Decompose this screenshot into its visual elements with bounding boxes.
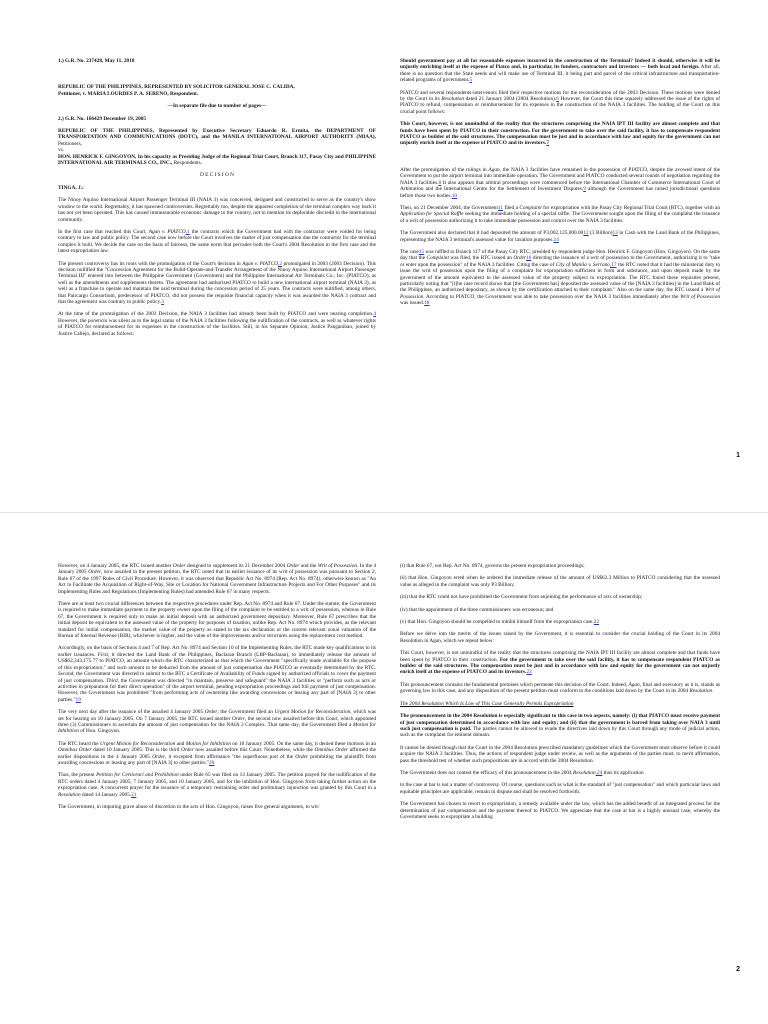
text-run: . According to PIATCO, the Government was able to take possession over the NAIA 3 facilities immediately after the: [423, 293, 681, 300]
text-run: under Rule 65 was filed on 13 January 2005. The petition prayed for the nullification of the RTC orders dated 4 January 2005, 7 January 2005, and 10 January 2005, and for the inhibition of Hon. Gingoyon from taking further action on the expropriation case. A concurrent prayer for the issuance of a temporary restraining order and preliminary injunction was granted by this Court in a: [58, 772, 376, 792]
footnote-link[interactable]: 12: [583, 230, 589, 237]
case-citation: Agan v. PIATCO: [242, 260, 278, 267]
bold-run: Should government pay at all for reasonable expenses incurred in the construction of the Terminal? Indeed it should, otherwise it will be unjustly enriching itself at the expense of Piatco and, in particular, its funders, contractors and investors — both local and foreign.: [400, 58, 720, 71]
italic-run: Order: [204, 709, 218, 716]
text-run: was silent as to the legal status of the NAIA 3 facilities following the nullification of the contracts, as well as whatever rights of PIATCO for reimbursement for its expenses in the construction of the facilities. Still, in his Separate Opinion, Justice Panganiban, joined by Justice Callejo, declared as follows:: [58, 317, 376, 337]
footnote-link[interactable]: ,17: [609, 261, 617, 268]
paragraph: [400, 249, 720, 307]
paragraph: The Government has chosen to resort to expropriation, a remedy available under the law, which has the added benefit of an integrated process for the determination of just compensation and the payment thereof to PIATCO. We appreciate that the case at bar is a highly unusual case, whereby the Government seeks to expropriate a building: [400, 801, 720, 820]
page-1-left-column: [58, 58, 376, 343]
text-run: The Government does not contest the efficacy of this pronouncement in the 2004: [400, 769, 574, 776]
text-run: dated 21 January 2004 (2004 Resolution).: [463, 96, 557, 103]
bold-run: The pronouncement in the 2004 Resolution is especially significant to this case in two aspects, namely: (i) that PIATCO must receive payment of just compensation determined in accordance with law and equity; and (ii) that the government is barred from taking over NAIA 3 until such just compensation is paid.: [400, 713, 720, 732]
italic-run: Resolution: [689, 688, 713, 695]
footnote-link[interactable]: 20: [209, 759, 215, 766]
parties-2-petitioners-tail: Petitioners,: [58, 140, 82, 147]
parties-1-line-a: REPUBLIC OF THE PHILIPPINES, REPRESENTED BY SOLICITOR GENERAL JOSE C. CALIDA,: [58, 84, 295, 91]
footnote-link[interactable]: 8: [438, 179, 442, 186]
text-run: The RTC heard the: [58, 740, 101, 747]
paragraph: [400, 770, 720, 776]
footnote-link[interactable]: ,24: [595, 769, 603, 776]
footnote-link[interactable]: 10: [451, 192, 458, 199]
page-2-right-column: [400, 563, 720, 826]
text-run: This Court, however, is not unmindful of the reality that the structures comprising the NAIA IPT III facility are almost complete and that funds have been spent by PIATCO in their construction.: [400, 650, 720, 663]
italic-run: First: [97, 651, 108, 658]
page-number: 1: [736, 452, 740, 459]
italic-run: Complaint: [426, 255, 449, 262]
bold-run: This Court, however, is not unmindful of the reality that the structures comprising the NAIA IPT III facility are almost complete and that funds have been spent by PIATCO in their construction. For the government to take over the said facility, it has to compensate respondent PIATCO as builder of the said structures. The compensation must be just and in accordance with law and equity for the government can not unjustly enrich itself at the expense of PIATCO and its investors.: [400, 121, 720, 147]
text-run: . In the 4 January 2005: [58, 563, 376, 576]
argument-item: (ii) that Hon. Gingoyon erred when he ordered the immediate release of the amount of US$62.3 Million to PIATCO considering that the assessed value as alleged in the complaint was only P3 Billion;: [400, 575, 720, 588]
paragraph: [400, 230, 720, 243]
footnote-link[interactable]: 22: [593, 619, 600, 626]
block-quote: [400, 121, 720, 147]
page-number: 2: [736, 966, 740, 973]
text-run: , the NAIA 3 facilities have remained in the possession of PIATCO, despite the avowed intent of the Government to put the airport terminal into immediate operation. The Government and PIATCO conducted several rounds of negotiation regarding the NAIA 3 facilities.: [400, 166, 720, 186]
text-run: of Hon. Gingoyon.: [78, 728, 121, 735]
footnote-link[interactable]: 3: [161, 298, 164, 305]
bold-run: For the government to take over the said facility, it has to compensate respondent PIATCO as builder of the said structures. The compensation must be just and in accordance with law and equity for the government can not unjustly enrich itself at the expense of PIATCO and its investors.: [400, 656, 720, 676]
text-run: It also appears that arbitral proceedings were commenced before the International Chamber of Commerce International Court of Arbitration and the International Centre for the Settlement of Investment Disputes,: [400, 179, 720, 193]
italic-run: Application for Special Raffle: [400, 211, 464, 218]
italic-run: Omnibus Order: [58, 747, 92, 754]
italic-run: Urgent Motion for Reconsideration: [100, 740, 176, 747]
text-run: However, the: [58, 317, 88, 324]
italic-run: Order: [88, 569, 101, 576]
paragraph: Before we delve into the merits of the issues raised by the Government, it is essential to consider the crucial holding of the Court in its 2004 Resolution in Agan, which we repeat below:: [400, 631, 720, 644]
text-run: was issued.: [400, 300, 425, 307]
footnote-link[interactable]: 7: [546, 140, 549, 147]
text-run: In the first case that reached this Court,: [58, 228, 149, 235]
italic-run: Complaint: [519, 204, 542, 211]
text-run: , the Government filed an: [217, 709, 275, 716]
page-2-left-column: [58, 563, 376, 816]
text-run: dated 14 January 2005.: [80, 791, 132, 798]
text-run: .: [712, 688, 714, 695]
italic-run: Agan: [628, 681, 640, 688]
text-run: However, the Court this time squarely addressed the issue of the rights of PIATCO to refund, compensation or reimbursement for its expenses in the construction of the NAIA 3 facilities. The holding of the Court on this crucial point follows:: [400, 96, 720, 115]
italic-run: Writ of Possession: [680, 293, 720, 300]
separator-note: —In separate file due to number of pages—: [167, 103, 267, 110]
paragraph: There are at least two crucial differences between the respective procedures under Rep. Act No. 8974 and Rule 67. Under the statute, the Government is required to make immediate payment to the property owner upon the filing of the complaint to be entitled to a writ of possession, whereas in Rule 67, the Government is required only to make an initial deposit with an authorized government depositary. Moreover, Rule 67 prescribes that the initial deposit be equivalent to the assessed value of the property for purposes of taxation, unlike Rep. Act No. 8974 which provides, as the relevant standard for initial compensation, the market value of the property as stated in the tax declaration or the current relevant zonal valuation of the Bureau of Internal Revenue (BIR), whichever is higher, and the value of the improvements and/or structures using the replacement cost method.: [58, 601, 376, 640]
text-run: although the Government has raised jurisdictional questions before those two bodies.: [400, 186, 720, 199]
text-run: dated 10 January 2005. This is the third: [91, 747, 181, 754]
text-run: , now assailed in the present petition, the RTC noted that its earlier issuance of its writ of possession was pursuant to Section 2, Rule 67 of the 1997 Rules of Civil Procedure. However, it was observed that Republic Act No. 8974 (Rep. Act No. 8974), otherwise known as "An Act to Facilitate the Acquisition of Right-of-Way, Site or Location for National Government Infrastructure Projects and For Other Purposes" and its Implementing Rules and Regulations (Implementing Rules) had amended Rule 67 in many respects.: [58, 569, 377, 595]
text-run: Then, on 21 December 2004, the Government: [400, 204, 498, 211]
paragraph: [400, 90, 720, 116]
italic-run: Omnibus Order: [314, 747, 349, 754]
italic-run: Motion for Inhibition: [185, 740, 231, 747]
text-run: the contracts which the Government had with the contractor were voided for being contrary to law and public policy. The second case now before the Court involves the matter of just compensation due the contractor for the terminal complex it built. We decide the case on the basis of fairness, the same norm that pervades both the Court's 2004 Resolution in the first case and the latest expropriation law.: [58, 228, 376, 255]
paragraph: [58, 311, 376, 337]
footnote-link[interactable]: 23: [526, 669, 532, 676]
text-run: filed a: [503, 204, 520, 211]
text-run: affirmed the earlier dispositions in the 4 January 2005: [58, 747, 376, 760]
text-run: After the promulgation of the rulings in: [400, 166, 489, 173]
paragraph: to the case at bar is not a matter of controversy. Of course, questions such as what is the standard of "just compensation" and which particular laws and equitable principles are applicable, remain in dispute and shall be resolved forthwith.: [400, 782, 720, 795]
paragraph: [58, 741, 376, 767]
paragraph: [58, 709, 376, 735]
case-number-2: 2.) G.R. No. 166429 December 19, 2005: [58, 115, 147, 122]
text-run: , it excepted from affirmance "the superfluous part of the: [165, 753, 296, 760]
italic-run: Order: [232, 715, 245, 722]
text-run: was filed, the RTC issued an: [448, 255, 514, 262]
italic-run: Motion for Inhibition: [58, 721, 376, 735]
text-run: , which was set for hearing on 10 January 2005. On 7 January 2005, the RTC issued another: [58, 709, 376, 722]
footnote-link[interactable]: 19: [75, 696, 81, 703]
italic-run: Petition for Certiorari and Prohibition: [96, 772, 179, 779]
italic-run: Second: [58, 671, 74, 678]
text-run: , final and executory as it is, stands as governing law in this case, and any disposition of the present petition must conform to the conditions laid down by the Court in its 2004: [400, 681, 720, 695]
italic-run: Order: [180, 747, 194, 754]
italic-run: Order: [172, 563, 186, 569]
paragraph: [58, 563, 376, 595]
text-run: the RTC noted that it had the ministerial duty to issue the writ of possession upon the filing of a complaint for expropriation sufficient in form and substance, and upon deposit made by the government of the amount equivalent to the assessed value of the property subject to expropriation. The RTC found these requisites present, particularly noting that "[t]he case record shows that [the Government has] deposited the assessed value of the [NAIA 3 facilities] in the Land Bank of the Philippines, an authorized depositary, as shown by the certification attached to their complaint." Also on the same day, the RTC issued a: [400, 261, 720, 294]
paragraph: [58, 772, 376, 798]
text-run: seeking the immediate holding of a special raffle. The Government sought upon the filing of the complaint the issuance of a writ of possession authorizing it to take immediate possession and control over the NAIA 3 facilities.: [400, 211, 720, 224]
italic-run: Resolution: [573, 769, 596, 776]
text-run: on 10 January 2005. On the same day, it denied these motions in an: [230, 740, 377, 747]
argument-item: (i) that Rule 67, not Rep. Act No. 8974, governs the present expropriation proceedings;: [400, 563, 585, 569]
decision-heading: D E C I S I O N: [200, 172, 234, 179]
italic-run: Resolution: [58, 791, 81, 798]
text-run: After all, there is no question that the State needs and will make use of Terminal III, it being part and parcel of the critical infrastructure and transportation-related programs of government.: [400, 64, 720, 84]
italic-run: Urgent Motion for Reconsideration: [274, 709, 351, 716]
text-run: The Government also declared that it had deposited the amount of P3,002,125,000.00: [400, 230, 584, 237]
parties-1: [58, 84, 376, 97]
parties-2-petitioners: REPUBLIC OF THE PHILIPPINES, Represented by Executive Secretary Eduardo R. Ermita, the DEPARTMENT OF TRANSPORTATION AND COMMUNICATIONS (DOTC), and the MANILA INTERNATIONAL AIRPORT AUTHORITY (MIAA),: [58, 128, 376, 141]
text-run: , the Government was directed to submit to the RTC a Certificate of Availability of Funds signed by authorized officials to cover the payment of just compensation.: [58, 671, 376, 684]
section-heading: The 2004 Resolution Which Is Law of This Case Generally Permits Expropriation: [400, 700, 574, 707]
paragraph: It cannot be denied though that the Court in the 2004 Resolution prescribed mandatory guidelines which the Government must observe before it could acquire the NAIA 3 facilities. Thus, the actions of respondent judge under review, as well as the arguments of the parties must, to merit affirmation, pass the threshold test of whether such propositions are in accord with the 2004 Resolution.: [400, 744, 720, 764]
footnote-link[interactable]: ,2: [278, 260, 282, 267]
text-run: for expropriation with the Pasay City Regional Trial Court (RTC), together with an: [541, 204, 721, 211]
footnote-link[interactable]: 9: [583, 186, 586, 193]
italic-run: Order: [295, 753, 309, 760]
paragraph: [400, 167, 720, 199]
footnote-link[interactable]: ,1: [185, 228, 190, 235]
italic-run: Order: [513, 255, 527, 262]
text-run: prohibiting the plaintiffs from awarding concessions or leasing any part of [NAIA 3] to other parties.": [58, 753, 377, 766]
text-run: and the: [299, 563, 318, 569]
italic-run: Resolution: [441, 96, 464, 103]
case-number-1: 1.) G.R. No. 237428, May 11, 2018: [58, 58, 135, 64]
text-run: and: [175, 740, 186, 747]
italic-run: Writ of Possession: [317, 563, 357, 569]
ponente: TINGA, J.:: [58, 184, 84, 191]
text-run: , the second now assailed before this Court, which appointed three (3) Commissioners to ascertain the amount of just compensation for the NAIA 3 Complex. That same day, the Government filed a: [58, 715, 376, 728]
text-run: thus its application: [602, 769, 644, 776]
text-run: The case: [400, 248, 419, 255]
text-run: directing the issuance of a writ of possession to the Government, authorizing it to "take or enter upon the possession" of the NAIA 3 facilities. Citing the case of: [400, 255, 720, 268]
footnote-link[interactable]: 16: [526, 255, 532, 262]
argument-item: [400, 619, 720, 625]
paragraph: [58, 645, 376, 703]
text-run: Accordingly, on the basis of Sections 4 and 7 of Rep. Act No. 8974 and Section 10 of the Implementing Rules, the RTC made key qualifications to its earlier issuances.: [58, 645, 376, 658]
case-citation: Agan v. PIATCO: [148, 228, 186, 235]
footnote-link[interactable]: 13: [612, 230, 618, 237]
paragraph: [400, 205, 720, 224]
italic-run: Order: [286, 563, 300, 569]
block-quote: [400, 650, 720, 676]
text-run: was raffled to Branch 117 of the Pasay City RTC, presided by respondent judge Hon. Henrick F. Gingoyon (Hon. Gingoyon). On the same day that the: [400, 248, 720, 262]
paragraph: The Government, in imputing grave abuse of discretion to the acts of Hon. Gingoyon, raises five general arguments, to wit:: [58, 804, 320, 810]
italic-run: ponencia: [87, 317, 108, 324]
paragraph: [400, 713, 720, 739]
text-run: This pronouncement contains the fundamental premises which permeate this decision of the Court. Indeed,: [400, 681, 629, 688]
text-run: PIATCO and several respondents-intervenors filed their respective motions for the reconsideration of the 2003 Decision. These motions were denied by the Court in its: [400, 89, 720, 103]
italic-run: Agan: [488, 166, 500, 173]
text-run: However, on 4 January 2005, the RTC issued another: [58, 563, 173, 569]
italic-run: City of Manila v. Serrano: [555, 261, 610, 268]
text-run: At the time of the promulgation of the 2003 Decision, the NAIA 3 facilities had already been built by PIATCO and were nearing completion.: [58, 311, 374, 318]
footnote-link[interactable]: 18: [424, 300, 430, 307]
text-run: in Cash with the Land Bank of the Philippines, representing the NAIA 3 terminal's assessed value for taxation purposes.: [400, 230, 720, 243]
text-run: , the Government was directed "to maintain, preserve and safeguard" the NAIA 3 facilities or "perform such as acts or activities in preparation for their direct operation" of the airport terminal, pending expropriation proceedings and full payment of just compensation. However, the Government was prohibited "from performing acts of ownership like awarding concessions or leasing any part of [NAIA 3] to other parties.": [58, 677, 376, 703]
footnote-link[interactable]: 6: [556, 96, 559, 103]
text-run: , it directed the Land Bank of the Philippines, Baclaran Branch (LBP-Baclaran), to immediately release the amount of US$62,343,175.77 to PIATCO, an amount which the RTC characterized as that which the Government "specifically made available for the purpose of this expropriation;" and such amount to be deducted from the amount of just compensation due PIATCO as eventually determined by the RTC.: [58, 651, 376, 671]
paragraph: [400, 682, 720, 695]
page-1-right-column: [400, 58, 720, 313]
paragraph: [58, 261, 376, 306]
italic-run: Third: [106, 677, 118, 684]
footnote-link[interactable]: 5: [469, 77, 473, 84]
versus: vs.: [58, 147, 65, 154]
text-run: The very next day after the issuance of the assailed 4 January 2005: [58, 709, 205, 716]
text-run: now assailed before this Court. Nonetheless, while the: [193, 747, 315, 754]
argument-item: (iv) that the appointment of the three commissioners was erroneous; and: [400, 606, 554, 613]
text-run: promulgated in 2003 (2003 Decision). This decision nullified the "Concession Agreement for the Build-Operate-and-Transfer Arrangement of the Ninoy Aquino International Airport Passenger Terminal III" entered into between the Philippine Government (Government) and the Philippine International Air Terminals Co., Inc. (PIATCO), as well as the amendments and supplements thereto. The agreement had authorized PIATCO to build a new international airport terminal (NAIA 3), as well as a franchise to operate and maintain the said terminal during the concession period of 25 years. The contracts were nullified, among others, that Paircargo Consortium, predecessor of PIATCO, did not possess the requisite financial capacity when it was awarded the NAIA 3 contract and that the agreement was contrary to public policy.: [58, 260, 376, 305]
footnote-link[interactable]: 21: [131, 791, 137, 798]
text-run: The parties cannot be allowed to evade the directives laid down by this Court through any mode of judicial action, such as the complaint for eminent domain.: [400, 725, 720, 739]
page-2: [0, 512, 768, 1024]
argument-item: (iii) that the RTC could not have prohibited the Government from enjoining the performance of acts of ownership;: [400, 594, 643, 601]
text-run: designed to supplement its 21 December 2004: [185, 563, 287, 569]
text-run: (3 Billion): [588, 230, 613, 237]
footnote-link[interactable]: 4: [373, 311, 376, 318]
parties-2: [58, 128, 376, 166]
italic-run: Order: [152, 753, 166, 760]
parties-1-line-b: Petitioner, v. MARIA LOURDES P. A. SERENO, Respondent.: [58, 90, 199, 97]
text-run: (v) that Hon. Gingoyon should be compelled to inhibit himself from the expropriation case.: [400, 619, 594, 626]
parties-2-respondents-tail: Respondents.: [172, 160, 203, 167]
paragraph: [58, 229, 376, 255]
paragraph: The Ninoy Aquino International Airport Passenger Terminal III (NAIA 3) was conceived, designed and constructed to serve as the country's show window to the world. Regrettably, it has spawned controversies. Regrettably too, despite the apparent completion of the terminal complex way back it has not yet been operated. This has caused immeasurable economic damage to the country, not to mention its deplorable discredit in the international community.: [58, 197, 376, 223]
text-run: The present controversy has its roots with the promulgation of the Court's decision in: [58, 260, 243, 267]
block-quote: [400, 58, 720, 84]
text-run: Thus, the present: [58, 772, 97, 779]
footnote-link[interactable]: 11: [497, 204, 504, 211]
footnote-link[interactable]: 14: [553, 236, 559, 243]
parties-2-respondents: HON. HENRICK F. GINGOYON, In his capacity as Presiding Judge of the Regional Trial Court, Branch 117, Pasay City and PHILIPPINE INTERNATIONAL AIR TERMINALS CO., INC.,: [58, 153, 376, 167]
footnote-link[interactable]: 15: [418, 248, 425, 255]
italic-run: Writ of Possession: [400, 287, 720, 300]
